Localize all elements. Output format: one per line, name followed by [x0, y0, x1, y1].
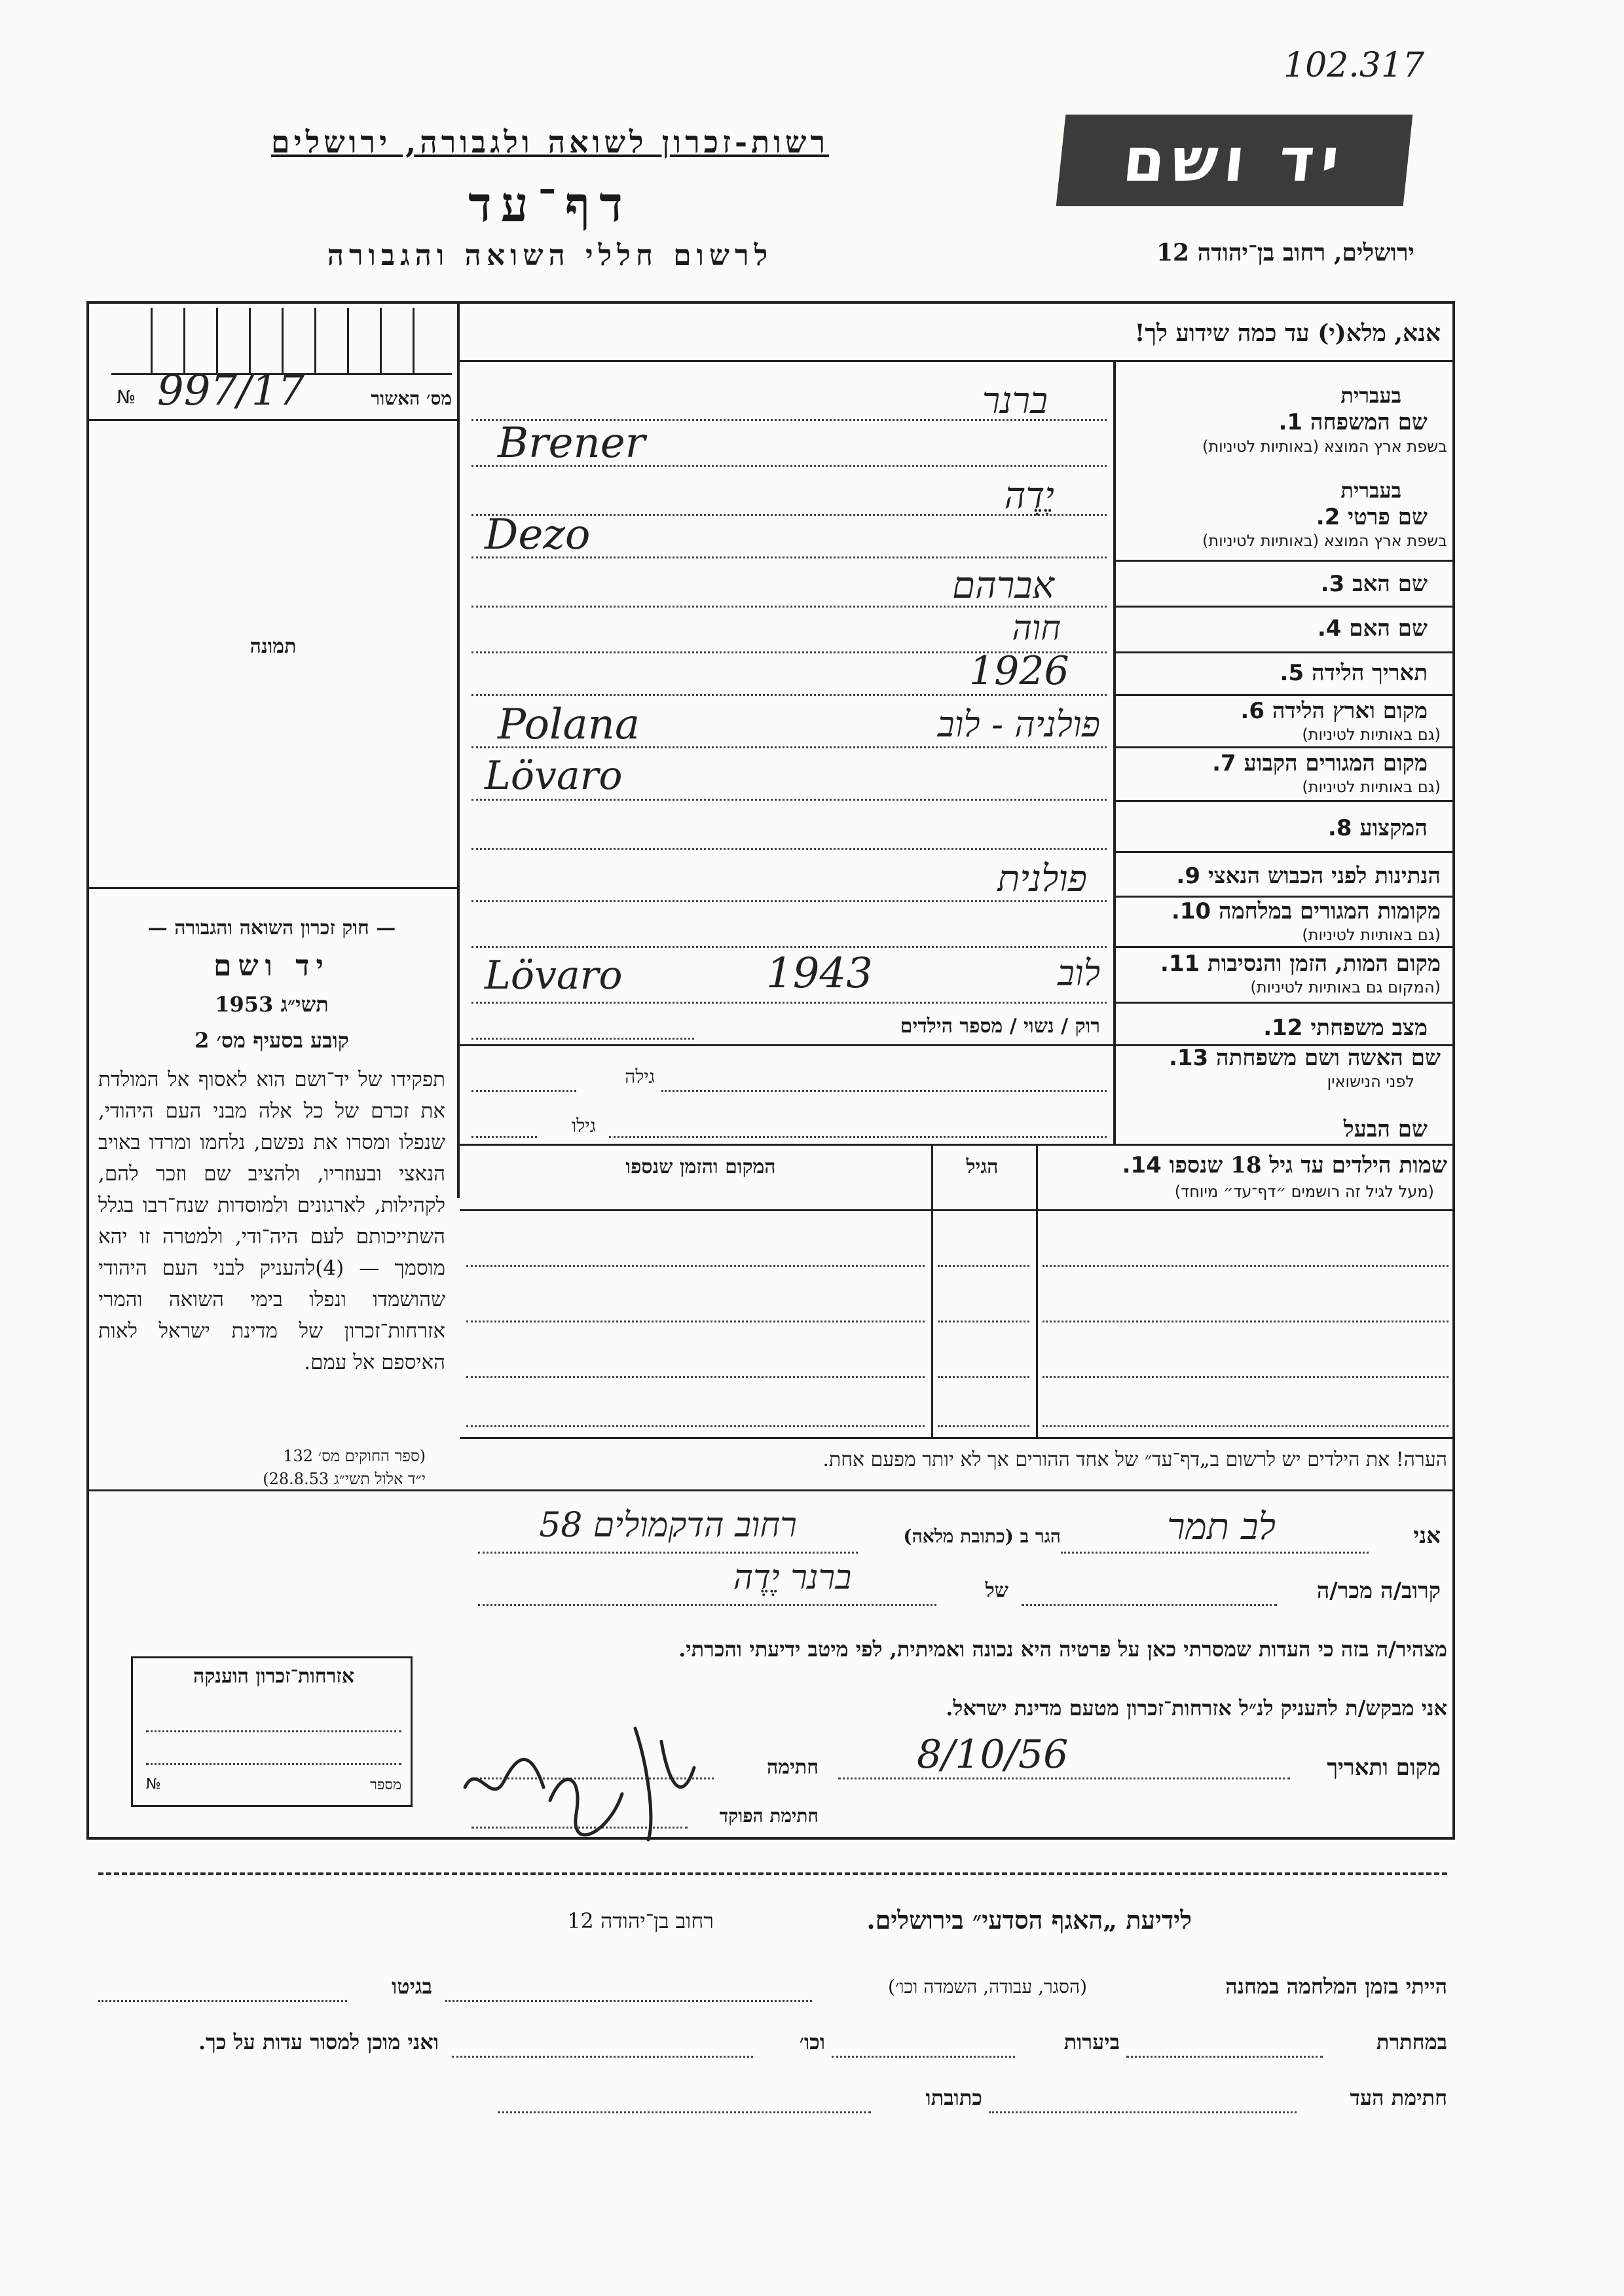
children-col-names-sub: (מעל לגיל זה רושמים ״דף־עד״ מיוחד)	[1174, 1182, 1434, 1201]
handwritten-signature	[452, 1689, 701, 1859]
footer-line2-forests: ביערות	[1063, 2030, 1120, 2054]
field-11-value-latin: Lövaro	[485, 953, 623, 998]
law-year: תשי״ג 1953	[215, 992, 329, 1017]
children-col-place: המקום והזמן שנספו	[625, 1156, 776, 1178]
declarant-declaration: מצהיר/ה בזה כי העדות שמסרתי כאן על פרטיה היא נכונה ואמיתית, לפי מיטב ידיעתי והכרתי.	[678, 1637, 1447, 1662]
field-6-value-latin: Polana	[498, 701, 640, 749]
field-1-value-latin: Brener	[498, 419, 646, 467]
date-value: 8/10/56	[917, 1732, 1069, 1777]
field-5-label: תאריך הלידה 5.	[1280, 660, 1428, 686]
field-10-label: מקומות המגורים במלחמה 10.	[1171, 898, 1441, 924]
registration-label: מס׳ האשור	[371, 388, 452, 409]
form-title: דף־עד	[468, 177, 632, 233]
citizenship-number-label: מספר	[370, 1777, 401, 1793]
field-13-sub: לפני הנישואין	[1327, 1072, 1414, 1091]
registration-number: 997/17	[157, 367, 305, 415]
field-6-value-he: פולניה - לוב	[937, 704, 1100, 745]
field-2-value-latin: Dezo	[485, 511, 591, 559]
footer-line1-types: (הסגר, עבודה, השמדה וכו׳)	[887, 1976, 1087, 1997]
tear-line	[98, 1872, 1447, 1875]
field-11-sub: (המקום גם באותיות לטיניות)	[1250, 978, 1441, 996]
footer-line1-camp: הייתי בזמן המלחמה במחנה	[1225, 1974, 1447, 1999]
field-13-age-label: גילה	[625, 1066, 655, 1087]
law-logo: יד ושם	[213, 949, 330, 983]
field-11-value-year: 1943	[766, 949, 873, 998]
citizenship-title: אזרחות־זכרון הוענקה	[193, 1665, 355, 1688]
logo-block	[1056, 115, 1413, 206]
footer-line3-address: כתובתו	[925, 2085, 982, 2110]
law-title: — חוק זכרון השואה והגבורה —	[147, 917, 396, 939]
declarant-name: לב תמר	[1167, 1506, 1276, 1548]
logo-text: יד ושם	[1120, 125, 1349, 195]
field-6-label: מקום וארץ הלידה 6.	[1240, 698, 1428, 724]
husband-label: שם הבעל	[1343, 1116, 1428, 1142]
field-7-sub: (גם באותיות לטיניות)	[1302, 778, 1441, 796]
field-2-sub-he: בעברית	[1340, 478, 1401, 503]
field-13-label: שם האשה ושם משפחתה 13.	[1168, 1045, 1441, 1071]
registration-ticks	[111, 308, 452, 375]
law-body: תפקידו של יד־ושם הוא לאסוף אל המולדת את זכרם של כל אלה מבני העם היהודי, שנפלו ומסרו את נפשם, נלחמו ומרדו באויב הנאצי ובעוזריו, ולהציב שם וזכר להם, לקהילות, לארגונים ולמוסדות שנח־רבו בגלל השתייכותם לעם היה־ודי, ולמטרה זו יהא מוסמך — (4)להעניק לבני העם היהודי שהושמדו ונפלו בימי השואה והמרי אזרחות־זכרון של מדינת ישראל לאות האיספם אל עמם.	[98, 1068, 445, 1374]
footer-line2-testify: ואני מוכן למסור עדות על כך.	[198, 2030, 439, 2054]
archive-number: 102.317	[1283, 46, 1425, 85]
children-col-names: שמות הילדים עד גיל 18 שנספו 14.	[1122, 1152, 1447, 1178]
field-9-value-he: פולנית	[997, 858, 1087, 900]
footer-line2-underground: במחתרת	[1376, 2030, 1447, 2054]
photo-label: תמונה	[249, 635, 297, 658]
children-col-age: הגיל	[966, 1156, 999, 1178]
declarant-relation-label: קרוב/ה מכר/ה	[1316, 1578, 1441, 1604]
place-date-label: מקום ותאריך	[1327, 1755, 1441, 1781]
field-2-label: שם פרטי 2.	[1316, 504, 1428, 530]
note-text: הערה! את הילדים יש לרשום ב„דף־עד״ של אחד ההורים אך לא יותר מפעם אחת.	[822, 1448, 1447, 1471]
citizenship-no-prefix: №	[146, 1776, 161, 1793]
law-ref-2: י״ד אלול תשי״ג 28.8.53)	[263, 1470, 426, 1488]
field-11-label: מקום המות, הזמן והנסיבות 11.	[1160, 951, 1441, 977]
field-9-label: הנתינות לפני הכבוש הנאצי 9.	[1176, 863, 1441, 889]
field-1-sub-he: בעברית	[1340, 383, 1401, 408]
form-subtitle: לרשום חללי השואה והגבורה	[327, 239, 773, 272]
field-8-label: המקצוע 8.	[1327, 815, 1428, 841]
field-1-sub: בשפת ארץ המוצא (באותיות לטיניות)	[1202, 437, 1447, 456]
authority-name: רשות-זכרון לשואה ולגבורה, ירושלים	[270, 124, 830, 160]
law-clause: קובע בסעיף מס׳ 2	[194, 1028, 349, 1053]
field-10-sub: (גם באותיות לטיניות)	[1302, 926, 1441, 944]
declarant-i-label: אני	[1413, 1523, 1441, 1549]
field-4-value-he: חוה	[1012, 609, 1061, 648]
declarant-resides-label: הגר ב (כתובת מלאה)	[903, 1525, 1061, 1547]
citizenship-box	[131, 1656, 413, 1807]
footer-line3-witness-signature: חתימת העד	[1350, 2085, 1447, 2110]
signature-label: חתימה	[767, 1756, 819, 1779]
law-ref-1: (ספר החוקים מס׳ 132	[283, 1447, 426, 1465]
field-4-label: שם האם 4.	[1317, 615, 1428, 642]
field-2-sub: בשפת ארץ המוצא (באותיות לטיניות)	[1202, 532, 1447, 550]
field-6-sub: (גם באותיות לטיניות)	[1302, 725, 1441, 744]
address-text: ירושלים, רחוב בן־יהודה 12	[1156, 239, 1414, 266]
field-12-label: מצב משפחתי 12.	[1263, 1015, 1428, 1041]
field-1-value-he: ברנר	[982, 380, 1048, 422]
field-2-value-he: יֶדֶה	[1004, 475, 1054, 517]
footer-heading-address: רחוב בן־יהודה 12	[567, 1908, 714, 1933]
footer-line1-ghetto: בגיטו	[392, 1974, 432, 1999]
footer-heading: לידיעת „האגף הסדעי״ בירושלים.	[866, 1905, 1192, 1935]
field-1-label: שם המשפחה 1.	[1278, 409, 1428, 435]
registration-no-prefix: №	[117, 386, 136, 408]
declarant-of-label: של	[985, 1579, 1008, 1602]
declarant-of-value: ברנר יֶדֶה	[733, 1558, 852, 1597]
official-signature-label: חתימת הפוקד	[719, 1805, 819, 1827]
field-3-value-he: אברהם	[952, 564, 1054, 607]
footer-line2-etc: וכו׳	[799, 2030, 825, 2054]
field-12-options: רוק / נשוי / מספר הילדים	[900, 1015, 1100, 1038]
field-7-label: מקום המגורים הקבוע 7.	[1212, 750, 1428, 776]
declarant-request: אני מבקש/ת להעניק לנ״ל אזרחות־זכרון מטעם מדינת ישראל.	[946, 1696, 1447, 1721]
intro-text: אנא, מלא(י) עד כמה שידוע לך!	[1134, 319, 1441, 347]
declarant-address: רחוב הדקמולים 58	[539, 1506, 797, 1545]
field-3-label: שם האב 3.	[1320, 571, 1428, 597]
field-11-value-he: לוב	[1057, 953, 1100, 994]
field-7-value-latin: Lövaro	[485, 753, 623, 799]
field-5-value: 1926	[969, 648, 1069, 694]
husband-age-label: גילו	[572, 1115, 596, 1137]
